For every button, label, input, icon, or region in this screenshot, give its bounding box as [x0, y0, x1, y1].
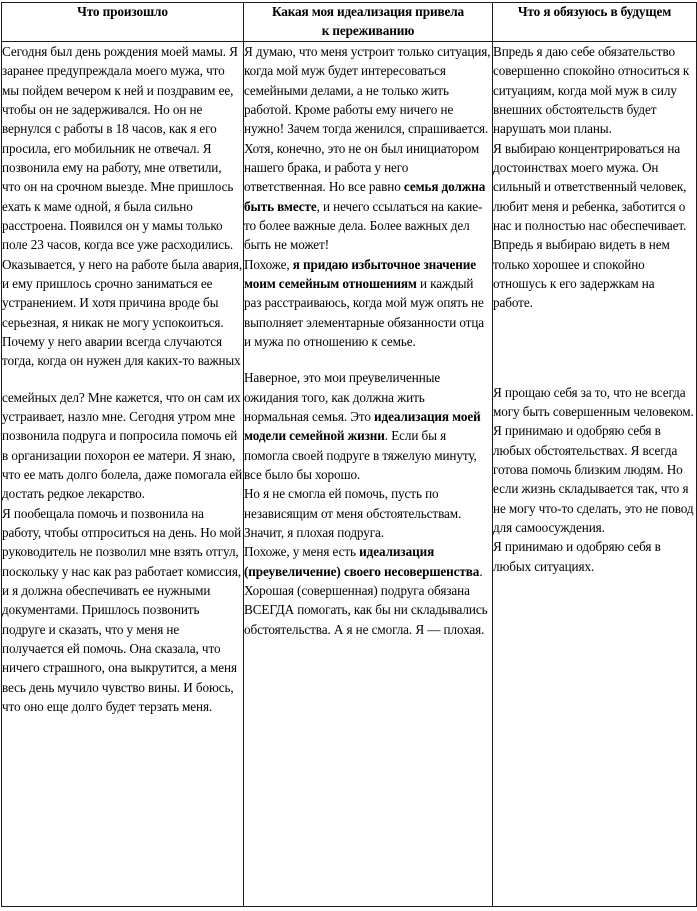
body-text: Я думаю, что меня устроит только ситуация, когда мой муж будет интересоваться семейными делами, а не только жить работой. Кроме работы ему ничего не нужно! Зачем тогда женился, спрашивается. Хотя, конечно, это не он был инициатором нашего брака, и работа у него ответственная. Но все равно — [244, 44, 491, 195]
paragraph — [244, 255, 492, 352]
column-header-commitment — [493, 3, 697, 42]
paragraph — [244, 368, 492, 484]
body-text: , и нечего ссылаться на какие-то более важные дела. Более важных дел быть не может! — [244, 198, 483, 253]
paragraph: Я принимаю и одобряю себя в любых обстоятельствах. Я всегда готова помочь близким людям. Но если жизнь складывается так, что я не могу что-то сделать, это не повод для самоосуждения. — [493, 423, 694, 535]
table-body — [2, 42, 697, 907]
cell-idealization[interactable] — [244, 42, 493, 907]
table-row — [2, 42, 697, 907]
paragraph: семейных дел? Мне кажется, что он сам их устраивает, назло мне. Сегодня утром мне позвонила подруга и попросила помочь ей в организации похорон ее матери. Я знаю, что ее мать долго болела, даже помогала ей достать редкое лекарство. — [2, 389, 243, 502]
body-text: . Если бы я помогла своей подруге в тяжелую минуту, все было бы хорошо. — [244, 428, 477, 482]
paragraph: Я принимаю и одобряю себя в любых ситуациях. — [493, 539, 661, 574]
body-text: Но я не смогла ей помочь, пусть по независящим от меня обстоятельствам. Значит, я плохая подруга. — [244, 486, 462, 540]
emphasis-text: семья должна быть вместе — [244, 179, 486, 214]
worksheet-page — [0, 2, 697, 911]
body-text: Похоже, у меня есть — [244, 544, 360, 560]
cell-commitment[interactable] — [493, 42, 697, 907]
body-text: . Хорошая (совершенная) подруга обязана ВСЕГДА помогать, как бы ни складывались обстоятельства. А я не смогла. Я — плохая. — [244, 563, 488, 637]
body-text: Похоже, — [244, 256, 293, 272]
cell-commitment-content — [493, 42, 696, 576]
paragraph: Впредь я даю себе обязательство совершенно спокойно относиться к ситуациям, когда мой муж в силу внешних обстоятельств будет нарушать мои планы. — [493, 44, 690, 137]
column-header-idealization-line2: к переживанию — [321, 22, 415, 38]
column-header-idealization-line1: Какая моя идеализация привела — [271, 4, 465, 19]
emphasis-text: идеализация моей модели семейной жизни — [244, 408, 481, 444]
emphasis-text: идеализация (преувеличение) своего несовершенства — [244, 544, 480, 579]
cell-idealization-content — [244, 42, 492, 639]
paragraph: Я выбираю концентрироваться на достоинствах моего мужа. Он сильный и ответственный человек, любит меня и ребенка, заботится о нас и полностью нас обеспечивает. Впредь я выбираю видеть в нем только хорошее и спокойно отношусь к его задержкам на работе. — [493, 140, 687, 311]
column-header-commitment-line1: Что я обязуюсь в будущем — [517, 4, 672, 19]
emphasis-text: я придаю избыточное значение моим семейным отношениям — [244, 256, 476, 291]
paragraph: Сегодня был день рождения моей мамы. Я заранее предупреждала моего мужа, что мы пойдем вечером к ней и поздравим ее, чтобы он не задерживался. Но он не вернулся с работы в 18 часов, как я его просила, его мобильник не отвечал. Я позвонила ему на работу, мне ответили, что он на срочном выезде. Мне пришлось ехать к маме одной, я была сильно расстроена. Появился он у мамы только поле 23 часов, когда все уже расходились. Оказывается, у него на работе была авария, и ему пришлось срочно заниматься ее устранением. И хотя причина вроде бы серьезная, я никак не могу успокоиться. Почему у него аварии всегда случаются тогда, когда он нужен для каких-то важных — [2, 44, 243, 369]
paragraph: Я прощаю себя за то, что не всегда могу быть совершенным человеком. — [493, 384, 694, 419]
column-header-what-happened — [2, 3, 244, 42]
body-text: Наверное, это мои преувеличенные ожидания того, как должна жить нормальная семья. Это — [244, 370, 441, 424]
table-header — [2, 3, 697, 42]
table-header-row — [2, 3, 697, 42]
cell-what-happened-content — [2, 42, 243, 716]
body-text: и каждый раз расстраиваюсь, когда мой муж опять не выполняет элементарные обязанности отца и мужа по отношению к семье. — [244, 275, 485, 349]
idealization-worksheet-table — [1, 2, 697, 907]
column-header-what-happened-line1: Что произошло — [77, 4, 168, 19]
paragraph — [244, 484, 492, 542]
column-header-idealization — [244, 3, 493, 42]
paragraph: Я пообещала помочь и позвонила на работу, чтобы отпроситься на день. Но мой руководитель не позволил мне взять отгул, поскольку у нас как раз работает комиссия, и я должна обеспечивать ее нужными документами. Пришлось позвонить подруге и сказать, что у меня не получается ей помочь. Она сказала, что ничего страшного, она выкрутится, а меня весь день мучило чувство вины. И боюсь, что оно еще долго будет терзать меня. — [2, 505, 242, 714]
paragraph — [244, 542, 492, 639]
paragraph — [244, 42, 492, 255]
cell-what-happened[interactable] — [2, 42, 244, 907]
